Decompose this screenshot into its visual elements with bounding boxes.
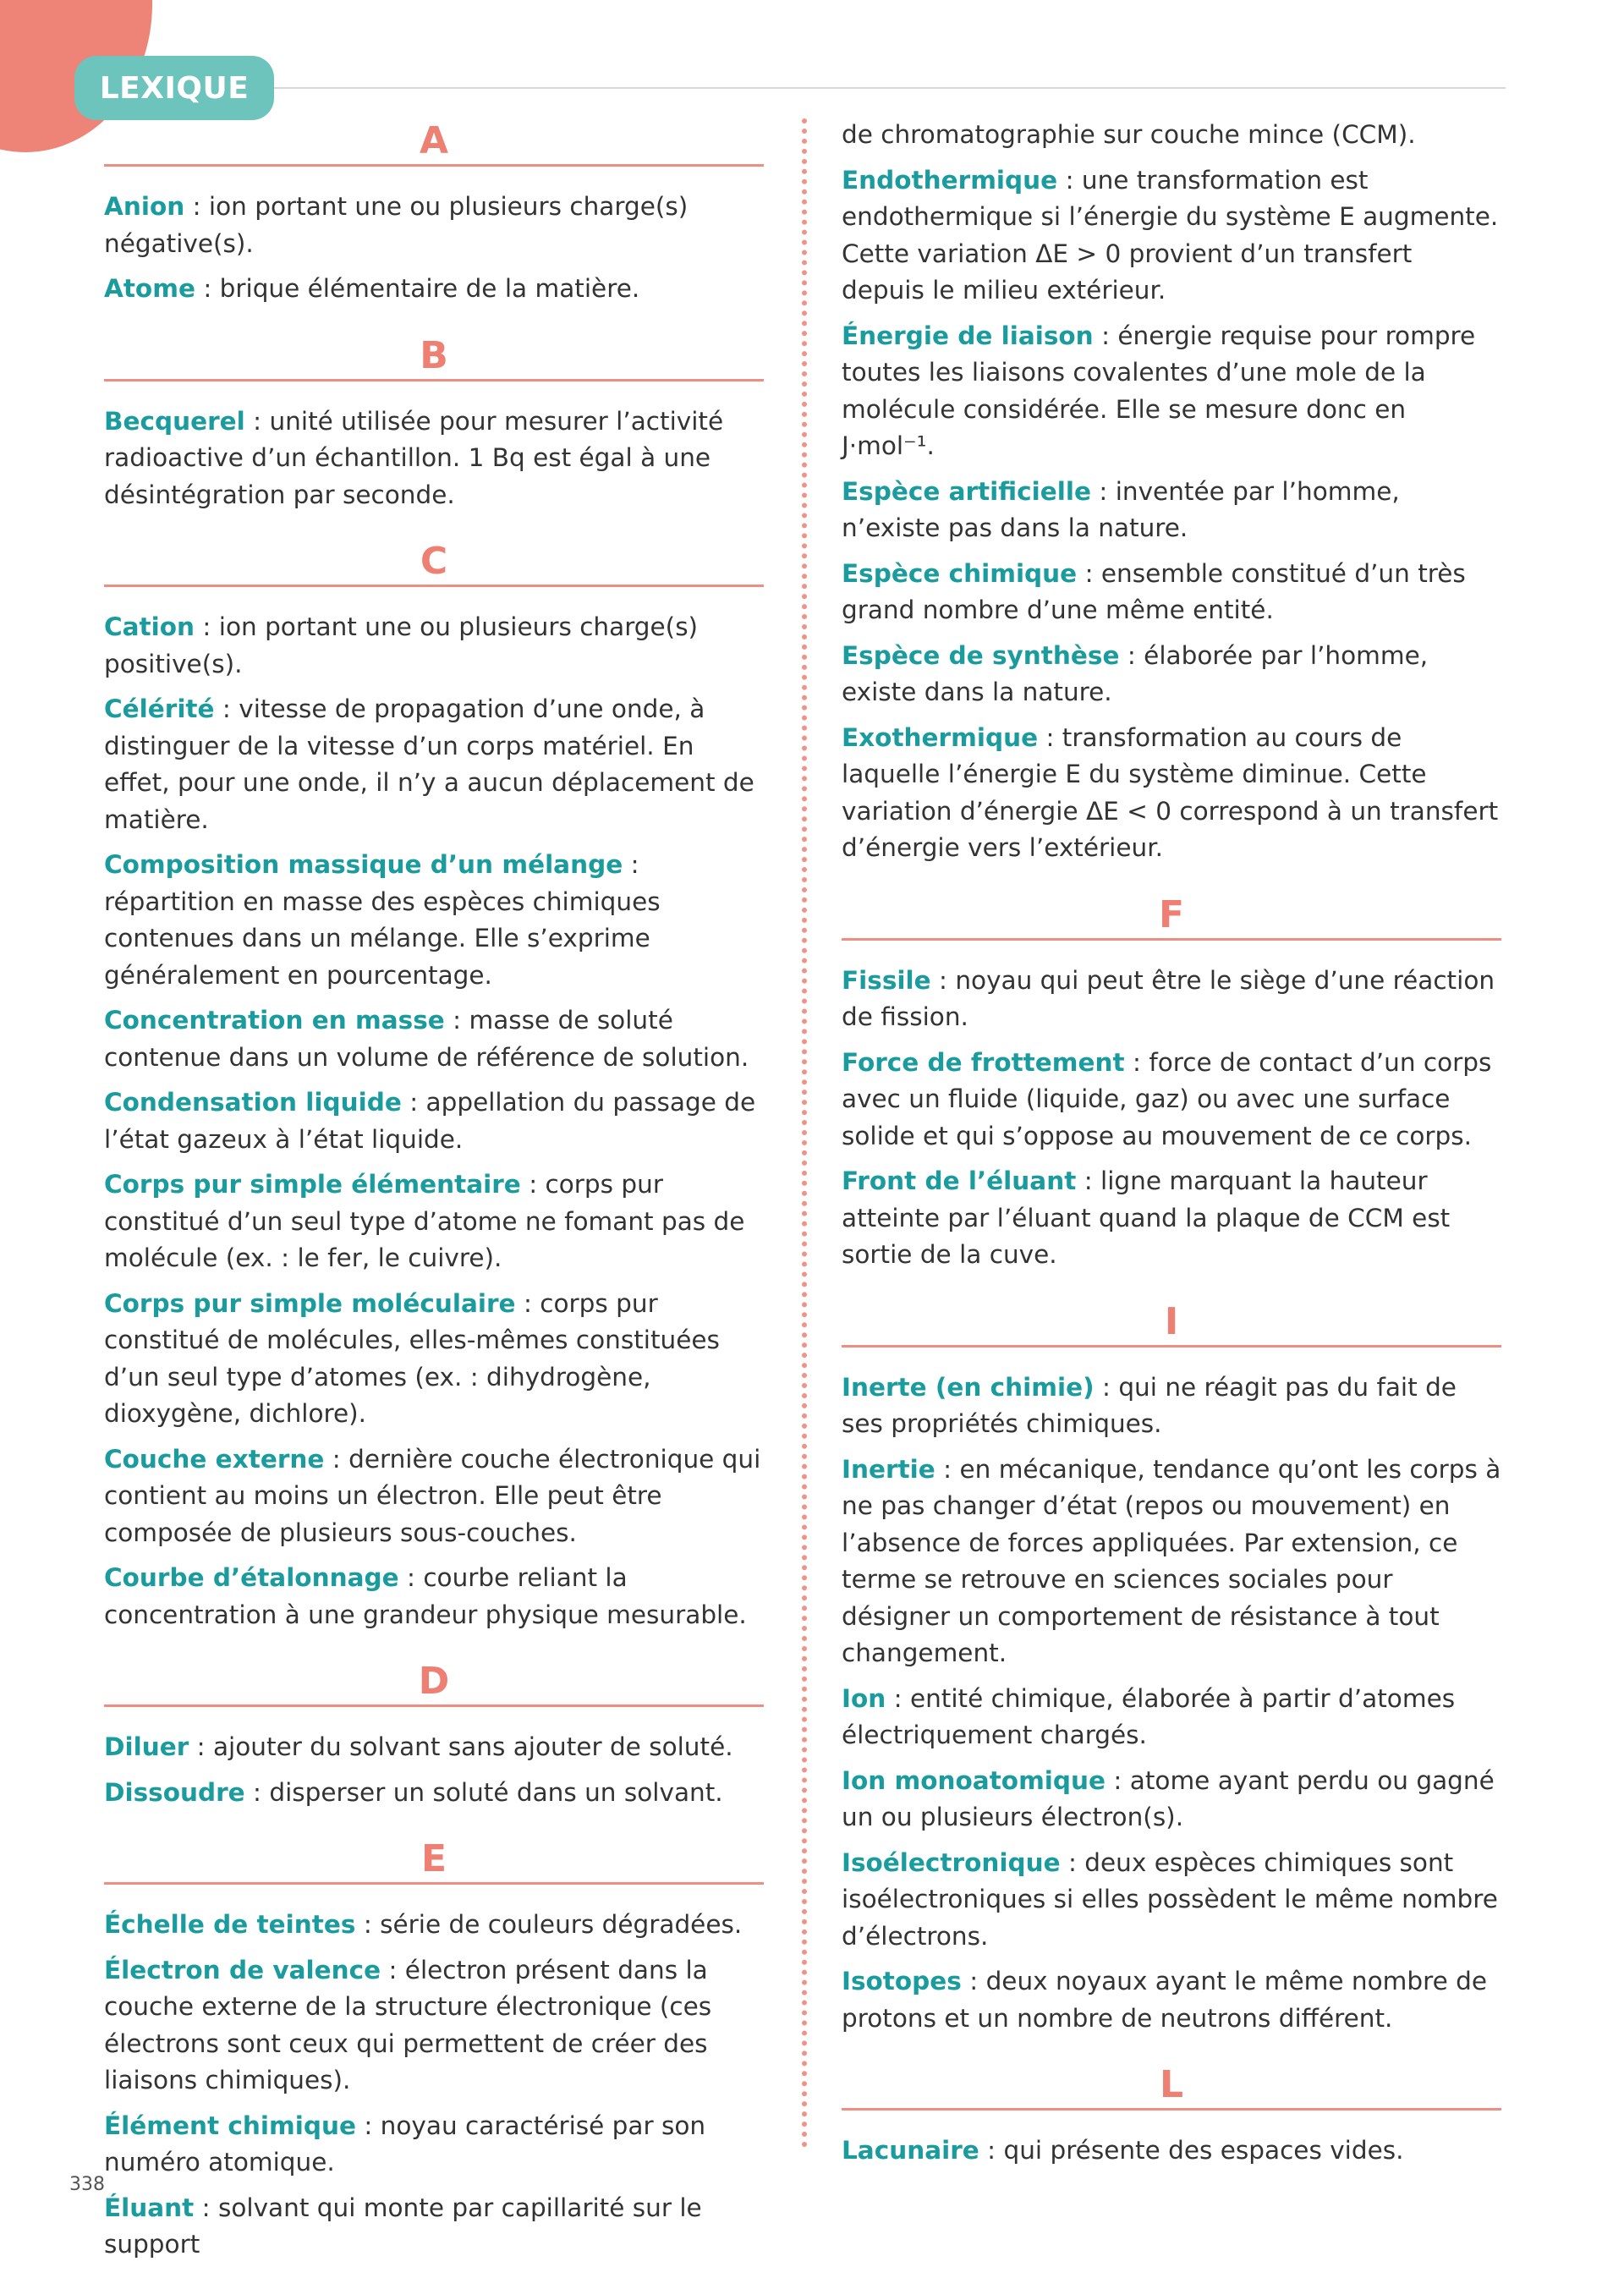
entry-term: Ion monoatomique <box>842 1765 1106 1795</box>
entry-term: Couche externe <box>104 1444 325 1474</box>
continued-definition: de chromatographie sur couche mince (CCM). <box>842 120 1416 149</box>
glossary-entry: Échelle de teintes : série de couleurs dégradées. <box>104 1910 743 1939</box>
entry-definition: courbe reliant la concentration à une grandeur physique mesurable. <box>104 1563 747 1629</box>
entry-definition: noyau qui peut être le siège d’une réaction de fission. <box>842 965 1495 1031</box>
section-a <box>104 118 764 308</box>
glossary-entry: Ion : entité chimique, élaborée à partir d’atomes électriquement chargés. <box>842 1683 1456 1749</box>
entry-definition: ion portant une ou plusieurs charge(s) positive(s). <box>104 612 699 678</box>
entry-term: Courbe d’étalonnage <box>104 1563 399 1592</box>
entry-definition: une transformation est endothermique si l’énergie du système E augmente. Cette variation ΔE > 0 provient d’un transfert depuis le milieu extérieur. <box>842 165 1499 305</box>
section-b <box>104 333 764 514</box>
entry-definition: ion portant une ou plusieurs charge(s) négative(s). <box>104 192 689 258</box>
glossary-entry: Force de frottement : force de contact d’un corps avec un fluide (liquide, gaz) ou avec une surface solide et qui s’oppose au mouvement de ce corps. <box>842 1047 1492 1150</box>
header-divider <box>274 87 1506 89</box>
entry-term: Ion <box>842 1683 886 1713</box>
entry-definition: corps pur constitué d’un seul type d’atome ne fomant pas de molécule (ex. : le fer, le cuivre). <box>104 1170 745 1272</box>
section-l <box>842 2062 1501 2170</box>
glossary-entry: Couche externe : dernière couche électronique qui contient au moins un électron. Elle peut être composée de plusieurs sous-couches. <box>104 1444 761 1547</box>
entry-definition: qui présente des espaces vides. <box>1003 2136 1404 2165</box>
glossary-entry: Inertie : en mécanique, tendance qu’ont les corps à ne pas changer d’état (repos ou mouvement) en l’absence de forces appliquées. Par extension, ce terme se retrouve en sciences sociales pour désigner un comportement de résistance à tout changement. <box>842 1454 1501 1667</box>
entry-definition: deux noyaux ayant le même nombre de protons et un nombre de neutrons différent. <box>842 1967 1487 2033</box>
glossary-entry: Fissile : noyau qui peut être le siège d’une réaction de fission. <box>842 965 1495 1031</box>
entry-term: Électron de valence <box>104 1955 381 1984</box>
glossary-entry: Élément chimique : noyau caractérisé par son numéro atomique. <box>104 2111 706 2176</box>
entry-definition: unité utilisée pour mesurer l’activité radioactive d’un échantillon. 1 Bq est égal à une désintégration par seconde. <box>104 406 724 509</box>
entry-definition: ajouter du solvant sans ajouter de soluté. <box>212 1732 733 1761</box>
entry-term: Endothermique <box>842 165 1058 195</box>
entry-definition: atome ayant perdu ou gagné un ou plusieurs électron(s). <box>842 1765 1495 1831</box>
section-letter: F <box>842 892 1501 941</box>
entry-term: Diluer <box>104 1732 189 1761</box>
entry-definition: force de contact d’un corps avec un fluide (liquide, gaz) ou avec une surface solide et qui s’oppose au mouvement de ce corps. <box>842 1047 1492 1150</box>
glossary-entry: Isotopes : deux noyaux ayant le même nombre de protons et un nombre de neutrons différent. <box>842 1967 1487 2033</box>
section-d <box>104 1659 764 1811</box>
glossary-entry: Dissoudre : disperser un soluté dans un solvant. <box>104 1777 723 1807</box>
entry-definition: disperser un soluté dans un solvant. <box>269 1777 723 1807</box>
entry-term: Concentration en masse <box>104 1006 445 1035</box>
page-number: 338 <box>69 2174 105 2195</box>
entry-term: Élément chimique <box>104 2111 356 2140</box>
entry-term: Condensation liquide <box>104 1088 402 1117</box>
entry-definition: qui ne réagit pas du fait de ses propriétés chimiques. <box>842 1372 1457 1438</box>
glossary-entry: Inerte (en chimie) : qui ne réagit pas du fait de ses propriétés chimiques. <box>842 1372 1457 1438</box>
right-column <box>842 117 1501 2195</box>
entry-term: Éluant <box>104 2193 195 2222</box>
entry-definition: énergie requise pour rompre toutes les liaisons covalentes d’une mole de la molécule considérée. Elle se mesure donc en J·mol⁻¹. <box>842 321 1476 460</box>
entry-term: Isoélectronique <box>842 1847 1061 1877</box>
glossary-entry: Becquerel : unité utilisée pour mesurer l’activité radioactive d’un échantillon. 1 Bq est égal à une désintégration par seconde. <box>104 406 724 509</box>
entry-definition: entité chimique, élaborée à partir d’atomes électriquement chargés. <box>842 1683 1456 1749</box>
page-title: LEXIQUE <box>74 56 274 120</box>
glossary-entry: Anion : ion portant une ou plusieurs charge(s) négative(s). <box>104 192 689 258</box>
entry-definition: brique élémentaire de la matière. <box>219 274 640 303</box>
entry-term: Front de l’éluant <box>842 1166 1077 1195</box>
section-c <box>104 539 764 1633</box>
entry-term: Exothermique <box>842 722 1039 752</box>
entry-definition: vitesse de propagation d’une onde, à distinguer de la vitesse d’un corps matériel. En effet, pour une onde, il n’y a aucun déplacement de matière. <box>104 694 754 834</box>
entry-term: Isotopes <box>842 1967 962 1995</box>
entry-term: Becquerel <box>104 406 245 436</box>
entry-definition: inventée par l’homme, n’existe pas dans la nature. <box>842 476 1400 542</box>
entry-definition: transformation au cours de laquelle l’énergie E du système diminue. Cette variation d’énergie ΔE < 0 correspond à un transfert d’énergie vers l’extérieur. <box>842 722 1499 862</box>
glossary-entry: Isoélectronique : deux espèces chimiques sont isoélectroniques si elles possèdent le même nombre d’électrons. <box>842 1847 1498 1951</box>
entry-term: Lacunaire <box>842 2136 979 2165</box>
entry-term: Composition massique d’un mélange <box>104 850 623 879</box>
entry-term: Inertie <box>842 1454 935 1484</box>
entry-term: Cation <box>104 612 195 641</box>
glossary-entry: Corps pur simple moléculaire : corps pur constitué de molécules, elles-mêmes constituées d’un seul type d’atomes (ex. : dihydrogène, dioxygène, dichlore). <box>104 1288 720 1428</box>
glossary-entry: Composition massique d’un mélange : répartition en masse des espèces chimiques contenues dans un mélange. Elle s’exprime généralement en pourcentage. <box>104 850 661 990</box>
entry-definition: répartition en masse des espèces chimiques contenues dans un mélange. Elle s’exprime généralement en pourcentage. <box>104 887 661 990</box>
entry-definition: série de couleurs dégradées. <box>380 1910 743 1939</box>
entry-term: Inerte (en chimie) <box>842 1372 1095 1402</box>
entry-term: Espèce de synthèse <box>842 640 1120 670</box>
glossary-entry: Ion monoatomique : atome ayant perdu ou gagné un ou plusieurs électron(s). <box>842 1765 1495 1831</box>
entry-definition: dernière couche électronique qui contient au moins un électron. Elle peut être composée de plusieurs sous-couches. <box>104 1444 761 1547</box>
glossary-entry: Front de l’éluant : ligne marquant la hauteur atteinte par l’éluant quand la plaque de CCM est sortie de la cuve. <box>842 1166 1451 1269</box>
entry-term: Énergie de liaison <box>842 321 1094 350</box>
glossary-entry: Corps pur simple élémentaire : corps pur constitué d’un seul type d’atome ne fomant pas de molécule (ex. : le fer, le cuivre). <box>104 1170 745 1272</box>
section-letter: D <box>104 1659 764 1707</box>
section-letter: C <box>104 539 764 587</box>
glossary-entry: Espèce artificielle : inventée par l’homme, n’existe pas dans la nature. <box>842 476 1400 542</box>
glossary-entry: Condensation liquide : appellation du passage de l’état gazeux à l’état liquide. <box>104 1088 756 1154</box>
section-letter: L <box>842 2062 1501 2111</box>
entry-term: Atome <box>104 274 195 303</box>
entry-term: Espèce chimique <box>842 558 1078 588</box>
entry-term: Fissile <box>842 965 931 995</box>
glossary-entry: Endothermique : une transformation est endothermique si l’énergie du système E augmente. Cette variation ΔE > 0 provient d’un transfert depuis le milieu extérieur. <box>842 165 1499 305</box>
glossary-entry: Espèce de synthèse : élaborée par l’homme, existe dans la nature. <box>842 640 1429 706</box>
section-i <box>842 1299 1501 2038</box>
glossary-entry: Diluer : ajouter du solvant sans ajouter de soluté. <box>104 1732 733 1761</box>
entry-term: Dissoudre <box>104 1777 245 1807</box>
entry-definition: ligne marquant la hauteur atteinte par l’éluant quand la plaque de CCM est sortie de la cuve. <box>842 1166 1451 1269</box>
glossary-entry: Énergie de liaison : énergie requise pour rompre toutes les liaisons covalentes d’une mole de la molécule considérée. Elle se mesure donc en J·mol⁻¹. <box>842 321 1476 460</box>
entry-term: Échelle de teintes <box>104 1910 356 1939</box>
entry-definition: solvant qui monte par capillarité sur le support <box>104 2193 702 2259</box>
entry-term: Corps pur simple moléculaire <box>104 1288 516 1318</box>
glossary-entry: Cation : ion portant une ou plusieurs charge(s) positive(s). <box>104 612 699 678</box>
entry-definition: corps pur constitué de molécules, elles-mêmes constituées d’un seul type d’atomes (ex. : dihydrogène, dioxygène, dichlore). <box>104 1288 720 1428</box>
column-divider <box>802 118 807 2149</box>
section-letter: A <box>104 118 764 167</box>
entry-definition: deux espèces chimiques sont isoélectroniques si elles possèdent le même nombre d’électrons. <box>842 1847 1498 1951</box>
entry-term: Force de frottement <box>842 1047 1125 1077</box>
entry-definition: ensemble constitué d’un très grand nombre d’une même entité. <box>842 558 1466 624</box>
glossary-entry: Espèce chimique : ensemble constitué d’un très grand nombre d’une même entité. <box>842 558 1466 624</box>
section-letter: B <box>104 333 764 382</box>
entry-term: Célérité <box>104 694 215 723</box>
entry-definition: élaborée par l’homme, existe dans la nature. <box>842 640 1429 706</box>
entry-definition: en mécanique, tendance qu’ont les corps à ne pas changer d’état (repos ou mouvement) en l’absence de forces appliquées. Par extension, ce terme se retrouve en sciences sociales pour désigner un comportement de résistance à tout changement. <box>842 1454 1501 1667</box>
glossary-entry: Lacunaire : qui présente des espaces vides. <box>842 2136 1404 2165</box>
glossary-entry: Exothermique : transformation au cours de laquelle l’énergie E du système diminue. Cette variation d’énergie ΔE < 0 correspond à un transfert d’énergie vers l’extérieur. <box>842 722 1499 862</box>
entry-term: Corps pur simple élémentaire <box>104 1170 521 1199</box>
glossary-entry: Atome : brique élémentaire de la matière. <box>104 274 640 303</box>
section-e-continued <box>842 162 1501 867</box>
entry-term: Espèce artificielle <box>842 476 1091 506</box>
entry-definition: masse de soluté contenue dans un volume de référence de solution. <box>104 1006 749 1072</box>
glossary-entry: Célérité : vitesse de propagation d’une onde, à distinguer de la vitesse d’un corps matériel. En effet, pour une onde, il n’y a aucun déplacement de matière. <box>104 694 754 834</box>
entry-term: Anion <box>104 192 185 221</box>
entry-definition: électron présent dans la couche externe de la structure électronique (ces électrons sont ceux qui permettent de créer des liaisons chimiques). <box>104 1955 712 2094</box>
left-column <box>104 118 764 2289</box>
glossary-entry: Concentration en masse : masse de soluté contenue dans un volume de référence de solution. <box>104 1006 749 1072</box>
glossary-entry: Électron de valence : électron présent dans la couche externe de la structure électronique (ces électrons sont ceux qui permettent de créer des liaisons chimiques). <box>104 1955 712 2094</box>
glossary-entry: Éluant : solvant qui monte par capillarité sur le support <box>104 2193 702 2259</box>
entry-definition: noyau caractérisé par son numéro atomique. <box>104 2111 706 2176</box>
entry-definition: appellation du passage de l’état gazeux à l’état liquide. <box>104 1088 756 1154</box>
glossary-entry: Courbe d’étalonnage : courbe reliant la concentration à une grandeur physique mesurable. <box>104 1563 747 1629</box>
section-f <box>842 892 1501 1274</box>
section-letter: I <box>842 1299 1501 1348</box>
section-e <box>104 1836 764 2264</box>
section-letter: E <box>104 1836 764 1885</box>
